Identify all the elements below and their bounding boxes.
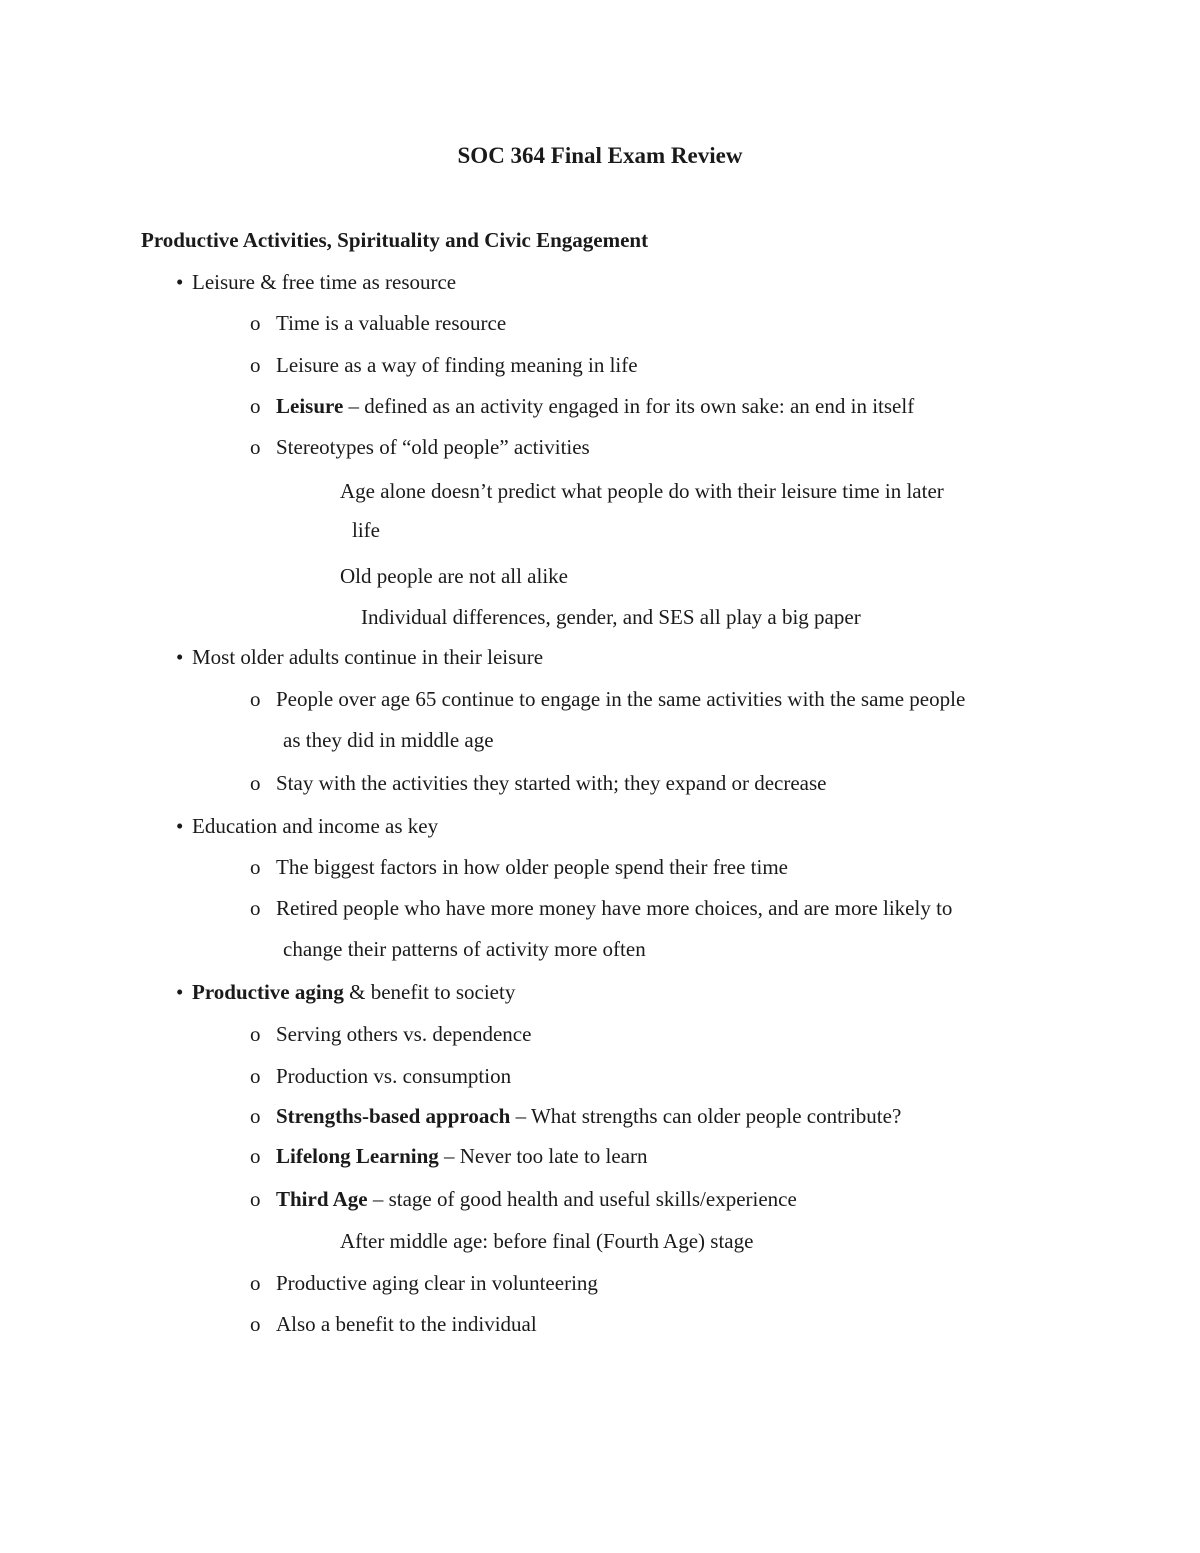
circle-bullet-icon: o — [250, 1104, 261, 1128]
circle-bullet-icon: o — [250, 771, 261, 795]
bullet-icon: • — [176, 980, 184, 1004]
list-item: o Lifelong Learning – Never too late to learn — [250, 1141, 648, 1171]
list-item: o Production vs. consumption — [250, 1061, 511, 1091]
list-item: Old people are not all alike — [320, 561, 568, 591]
list-item-continuation: as they did in middle age — [283, 728, 494, 752]
circle-bullet-icon: o — [250, 1312, 261, 1336]
circle-bullet-icon: o — [250, 435, 261, 459]
list-item: After middle age: before final (Fourth Age) stage — [320, 1226, 753, 1256]
circle-bullet-icon: o — [250, 353, 261, 377]
circle-bullet-icon: o — [250, 687, 261, 711]
bullet-icon: • — [176, 645, 184, 669]
list-item: Age alone doesn’t predict what people do with their leisure time in later — [320, 476, 944, 506]
list-item: • Leisure & free time as resource — [176, 267, 456, 297]
circle-bullet-icon: o — [250, 1022, 261, 1046]
circle-bullet-icon: o — [250, 1064, 261, 1088]
list-item: Individual differences, gender, and SES all play a big paper — [341, 602, 861, 632]
list-item: o Stereotypes of “old people” activities — [250, 432, 590, 462]
square-bullet-icon — [320, 561, 340, 591]
circle-bullet-icon: o — [250, 855, 261, 879]
list-item: o Serving others vs. dependence — [250, 1019, 531, 1049]
list-item: o People over age 65 continue to engage in the same activities with the same people — [250, 684, 965, 714]
list-item: o Time is a valuable resource — [250, 308, 506, 338]
circle-bullet-icon: o — [250, 1144, 261, 1168]
circle-bullet-icon: o — [250, 1271, 261, 1295]
list-item: o The biggest factors in how older people spend their free time — [250, 852, 788, 882]
list-item: o Strengths-based approach – What strengths can older people contribute? — [250, 1101, 901, 1131]
bullet-icon: • — [176, 270, 184, 294]
circle-bullet-icon: o — [250, 311, 261, 335]
section-heading: Productive Activities, Spirituality and Civic Engagement — [141, 228, 649, 252]
list-item: o Retired people who have more money have more choices, and are more likely to — [250, 893, 952, 923]
list-item: • Productive aging & benefit to society — [176, 977, 515, 1007]
list-item-continuation: life — [352, 518, 380, 542]
circle-bullet-icon: o — [250, 896, 261, 920]
document-title: SOC 364 Final Exam Review — [457, 143, 743, 168]
list-item: o Third Age – stage of good health and useful skills/experience — [250, 1184, 797, 1214]
square-bullet-icon — [320, 476, 340, 506]
circle-bullet-icon: o — [250, 1187, 261, 1211]
list-item: o Productive aging clear in volunteering — [250, 1268, 598, 1298]
list-item: o Leisure – defined as an activity engaged in for its own sake: an end in itself — [250, 391, 914, 421]
bullet-icon: • — [176, 814, 184, 838]
list-item: o Stay with the activities they started with; they expand or decrease — [250, 768, 827, 798]
list-item-continuation: change their patterns of activity more often — [283, 937, 646, 961]
list-item: o Leisure as a way of finding meaning in life — [250, 350, 638, 380]
list-item: • Education and income as key — [176, 811, 438, 841]
circle-bullet-icon: o — [250, 394, 261, 418]
list-item: • Most older adults continue in their leisure — [176, 642, 543, 672]
square-bullet-icon — [341, 602, 361, 632]
square-bullet-icon — [320, 1226, 340, 1256]
list-item: o Also a benefit to the individual — [250, 1309, 537, 1339]
